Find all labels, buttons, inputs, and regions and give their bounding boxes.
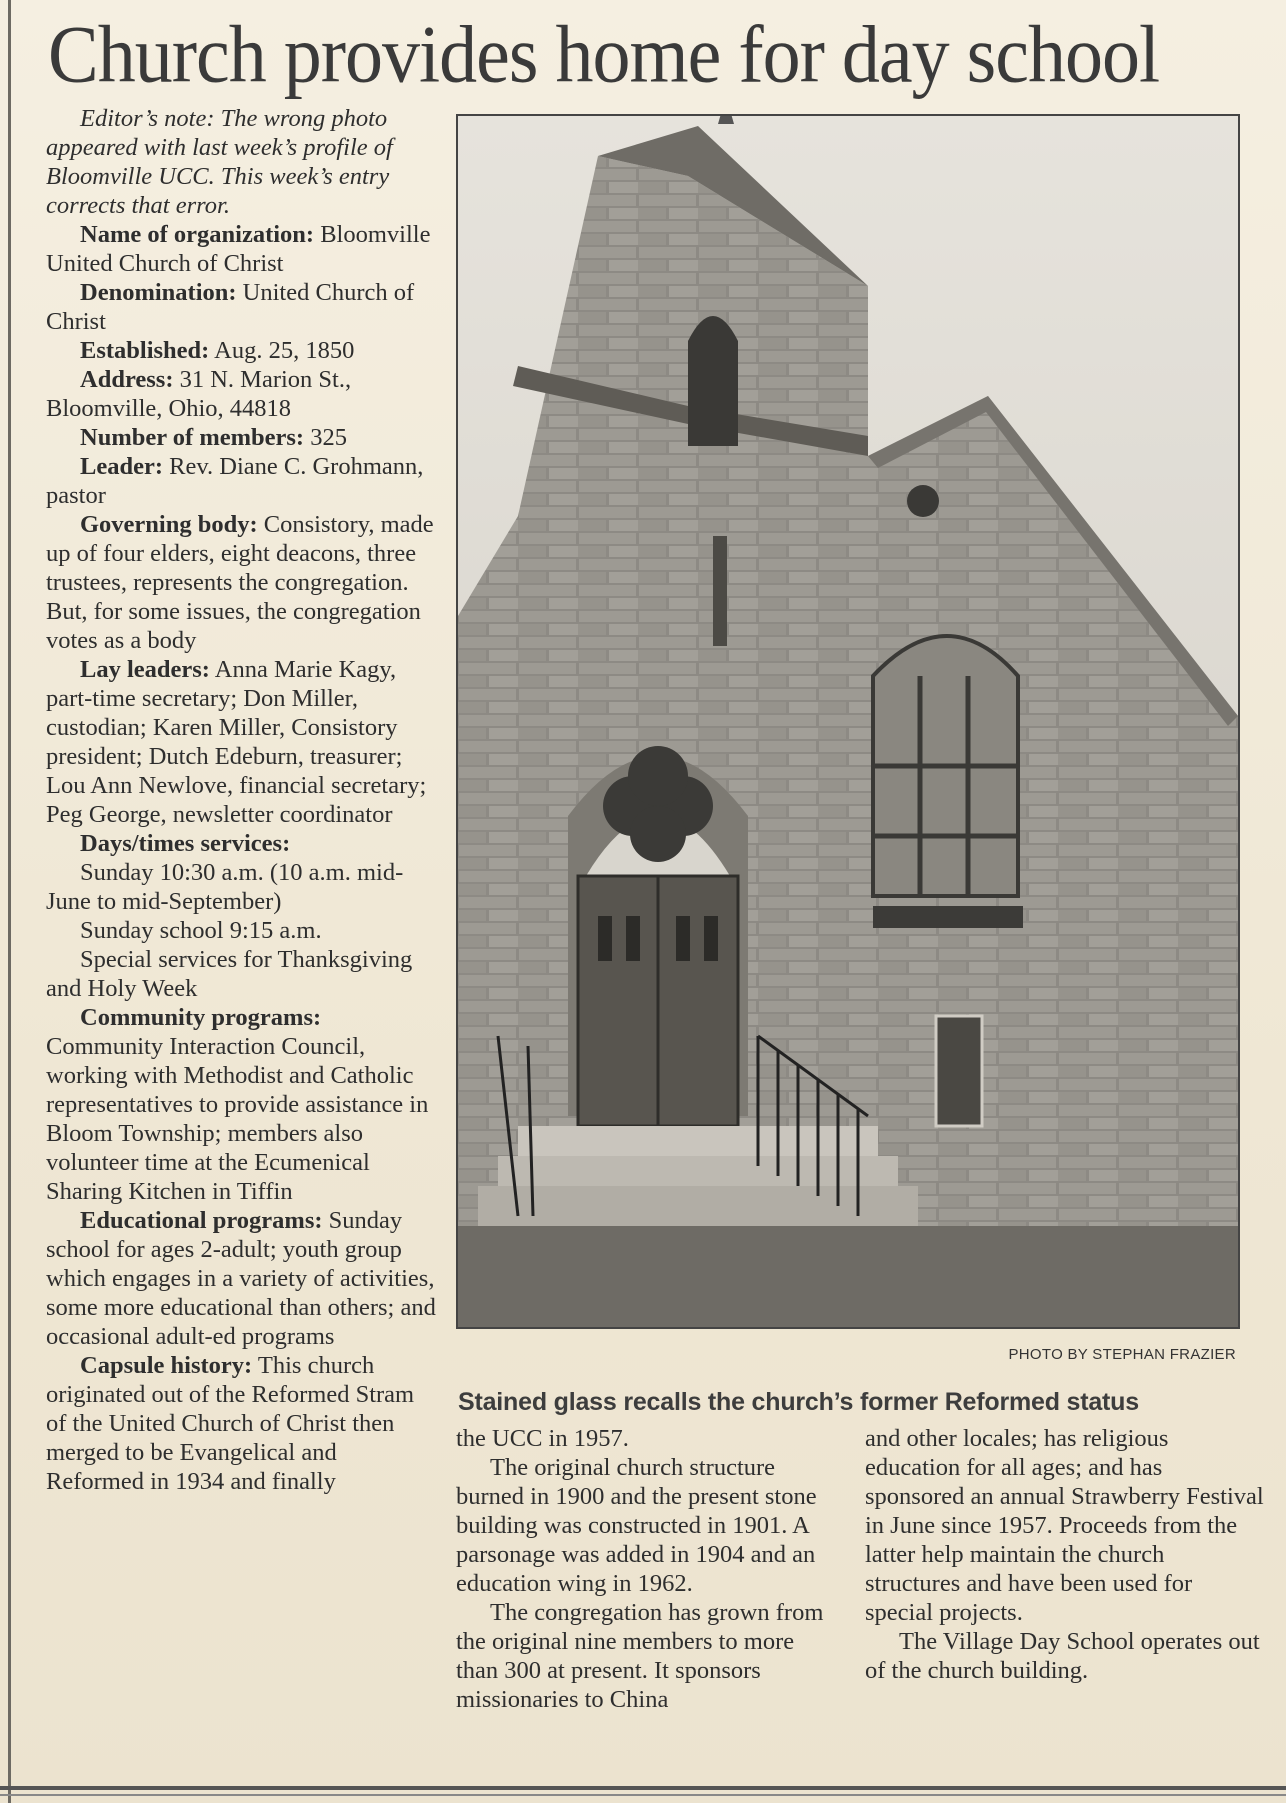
- field-history: [46, 1351, 436, 1496]
- article-column-2: [456, 1424, 836, 1714]
- field-label: Community programs:: [80, 1004, 322, 1031]
- photo-credit: PHOTO BY STEPHAN FRAZIER: [1008, 1346, 1236, 1363]
- field-members: [46, 423, 436, 452]
- field-value: Anna Marie Kagy, part-time secretary; Don Miller, custodian; Karen Miller, Consistory president; Dutch Edeburn, treasurer; Lou Ann Newlove, financial secretary; Peg George, newsletter coordinator: [46, 656, 427, 828]
- field-value: United Church of Christ: [46, 279, 415, 335]
- field-label: Address:: [80, 366, 174, 393]
- profile-column: [46, 104, 436, 1496]
- field-value: Sunday school for ages 2-adult; youth group which engages in a variety of activities, some more educational than others; and occasional adult-ed programs: [46, 1207, 436, 1350]
- field-label: Educational programs:: [80, 1207, 323, 1234]
- field-educational: [46, 1206, 436, 1351]
- headline: Church provides home for day school: [48, 9, 1160, 100]
- field-label: Denomination:: [80, 279, 237, 306]
- field-services: [46, 829, 436, 858]
- field-label: Lay leaders:: [80, 656, 210, 683]
- field-established: [46, 336, 436, 365]
- field-value: 31 N. Marion St., Bloomville, Ohio, 44818: [46, 366, 352, 422]
- paragraph: the UCC in 1957.: [456, 1425, 629, 1452]
- field-label: Capsule history:: [80, 1352, 253, 1379]
- article-column-3: [865, 1424, 1265, 1685]
- page-border-left: [8, 0, 11, 1803]
- field-community: [46, 1003, 436, 1206]
- church-illustration: [458, 116, 1238, 1327]
- field-address: [46, 365, 436, 423]
- field-value: Bloomville United Church of Christ: [46, 221, 431, 277]
- field-value: This church originated out of the Reformed Stram of the United Church of Christ then merged to be Evangelical and Reformed in 1934 and finally: [46, 1352, 415, 1495]
- field-label: Days/times services:: [80, 830, 291, 857]
- field-label: Name of organization:: [80, 221, 315, 248]
- field-value: Consistory, made up of four elders, eight deacons, three trustees, represents the congregation. But, for some issues, the congregation votes as a body: [46, 511, 434, 654]
- service-sunday-school: Sunday school 9:15 a.m.: [80, 917, 322, 944]
- field-denomination: [46, 278, 436, 336]
- page-border-bottom: [0, 1786, 1286, 1790]
- church-photo: [456, 114, 1240, 1329]
- paragraph: and other locales; has religious education for all ages; and has sponsored an annual Strawberry Festival in June since 1957. Proceeds from the latter help maintain the church structures and have been used for special projects.: [865, 1425, 1264, 1626]
- field-label: Governing body:: [80, 511, 258, 538]
- editor-note: Editor’s note: The wrong photo appeared with last week’s profile of Bloomville UCC. This week’s entry corrects that error.: [46, 105, 393, 219]
- field-label: Number of members:: [80, 424, 305, 451]
- field-value: Rev. Diane C. Grohmann, pastor: [46, 453, 424, 509]
- field-governing-body: [46, 510, 436, 655]
- paragraph: The Village Day School operates out of the church building.: [865, 1628, 1260, 1684]
- field-label: Established:: [80, 337, 210, 364]
- field-lay-leaders: [46, 655, 436, 829]
- field-organization: [46, 220, 436, 278]
- service-sunday: Sunday 10:30 a.m. (10 a.m. mid-June to mid-September): [46, 859, 404, 915]
- field-value: Aug. 25, 1850: [214, 337, 355, 364]
- page-border-bottom-thin: [0, 1794, 1286, 1796]
- field-value: Community Interaction Council, working with Methodist and Catholic representatives to provide assistance in Bloom Township; members also volunteer time at the Ecumenical Sharing Kitchen in Tiffin: [46, 1033, 429, 1205]
- field-label: Leader:: [80, 453, 163, 480]
- photo-caption: Stained glass recalls the church’s former Reformed status: [458, 1388, 1139, 1416]
- paragraph: The original church structure burned in 1900 and the present stone building was constructed in 1901. A parsonage was added in 1904 and an education wing in 1962.: [456, 1454, 817, 1597]
- paragraph: The congregation has grown from the original nine members to more than 300 at present. It sponsors missionaries to China: [456, 1599, 824, 1713]
- service-special: Special services for Thanksgiving and Holy Week: [46, 946, 413, 1002]
- field-leader: [46, 452, 436, 510]
- field-value: 325: [310, 424, 347, 451]
